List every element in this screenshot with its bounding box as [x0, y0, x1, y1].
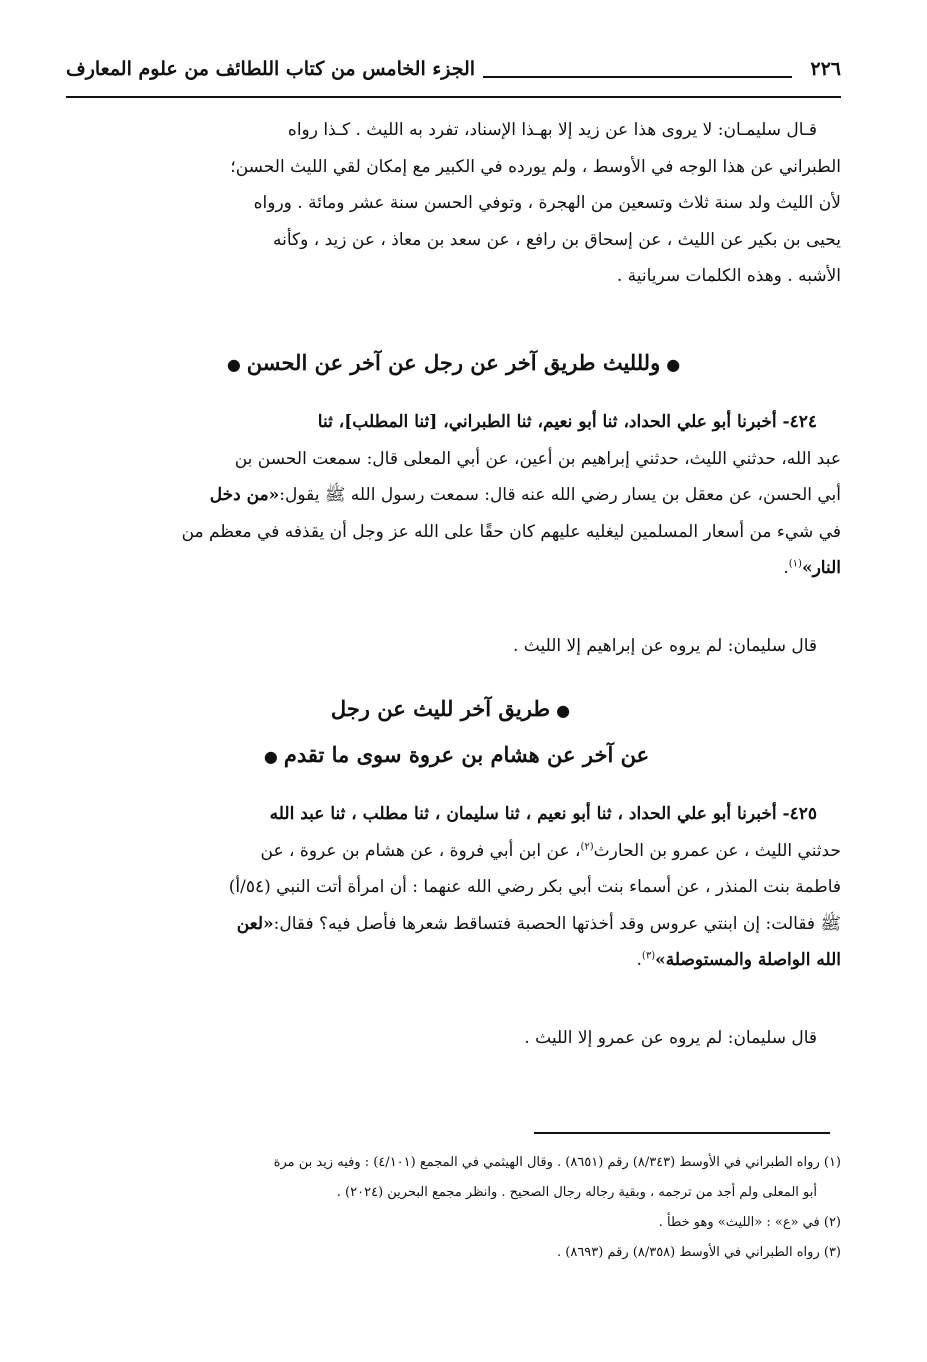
text-line: حدثني الليث ، عن عمرو بن الحارث$^{(٢)}$، عن ابن أبي فروة ، عن هشام بن عروة ، عن: [260, 840, 841, 861]
section-heading-cont: [66, 742, 841, 767]
note-line: [66, 628, 841, 665]
bullet-icon: ●: [263, 747, 278, 766]
footnote-ref: (٣): [641, 950, 656, 962]
text-line: ٤٢٥- أخبرنا أبو علي الحداد ، ثنا أبو نعيم ، ثنا سليمان ، ثنا مطلب ، ثنا عبد الله: [269, 804, 817, 824]
footnote-rule: [534, 1132, 830, 1134]
running-header: [66, 58, 841, 88]
text-line: ٤٢٤- أخبرنا أبو علي الحداد، ثنا أبو نعيم، ثنا الطبراني، [ثنا المطلب]، ثنا: [317, 412, 817, 432]
heading-text: وللليث طريق آخر عن رجل عن آخر عن الحسن: [246, 350, 661, 375]
header-title: الجزء الخامس من كتاب اللطائف من علوم المعارف: [66, 58, 476, 80]
text-line: في شيء من أسعار المسلمين ليغليه عليهم كان حقًا على الله عز وجل أن يقذفه في معظم من: [181, 521, 841, 542]
text-line: يحيى بن بكير عن الليث ، عن إسحاق بن رافع ، عن سعد بن معاذ ، عن زيد ، وكأنه: [273, 229, 841, 250]
text-line: الله الواصلة والمستوصلة»$^{(٣)}$.: [636, 950, 841, 970]
hadith-number: ٤٢٥: [789, 804, 817, 824]
heading-text: طريق آخر لليث عن رجل: [330, 696, 551, 721]
footnote-1-cont: أبو المعلى ولم أجد من ترجمه ، وبقية رجاله رجال الصحيح . وانظر مجمع البحرين (٢٠٢٤) .: [336, 1185, 817, 1200]
text-line: فاطمة بنت المنذر ، عن أسماء بنت أبي بكر رضي الله عنهما : أن امرأة أتت النبي (٥٤/أ): [228, 877, 841, 897]
paragraph-intro: [66, 112, 841, 295]
text-line: أبي الحسن، عن معقل بن يسار رضي الله عنه قال: سمعت رسول الله ﷺ يقول:«من دخل: [209, 485, 841, 505]
footnote-ref: (١): [788, 558, 802, 570]
bullet-icon: ●: [226, 355, 241, 374]
text-line: الأشبه . وهذه الكلمات سريانية .: [616, 266, 841, 286]
text-line: قـال سليمـان: لا يروى هذا عن زيد إلا بهـذا الإسناد، تفرد به الليث . كـذا رواه: [287, 120, 817, 140]
text-line: لأن الليث ولد سنة ثلاث وتسعين من الهجرة ، وتوفي الحسن سنة عشر ومائة . ورواه: [253, 193, 841, 213]
hadith-425: [66, 796, 841, 979]
hadith-424: [66, 404, 841, 587]
bullet-icon: ●: [666, 355, 681, 374]
footnote-1: (١) رواه الطبراني في الأوسط (٨/٣٤٣) رقم (٨٦٥١) . وقال الهيثمي في المجمع (٤/١٠١) : وفيه زيد بن مرة: [273, 1155, 841, 1170]
footnote-ref: (٢): [580, 840, 594, 852]
header-underline: [66, 96, 841, 98]
text-line: عبد الله، حدثني الليث، حدثني إبراهيم بن أعين، عن أبي المعلى قال: سمعت الحسن بن: [234, 448, 841, 469]
bullet-icon: ●: [556, 701, 571, 720]
header-rule: [483, 76, 792, 78]
text-line: ﷺ فقالت: إن ابنتي عروس وقد أخذتها الحصبة فتساقط شعرها فأصل فيه؟ فقال:«لعن: [236, 913, 841, 934]
text-line: الطبراني عن هذا الوجه في الأوسط ، ولم يورده في الكبير مع إمكان لقي الليث الحسن؛: [230, 156, 841, 177]
note-line: [66, 1020, 841, 1057]
footnote-3: (٣) رواه الطبراني في الأوسط (٨/٣٥٨) رقم (٨٦٩٣) .: [557, 1245, 841, 1260]
footnote-2: (٢) في «ع» : «الليث» وهو خطأ .: [658, 1215, 841, 1230]
heading-text: عن آخر عن هشام بن عروة سوى ما تقدم: [283, 742, 650, 767]
hadith-number: ٤٢٤: [789, 412, 817, 432]
note-text: قال سليمان: لم يروه عن عمرو إلا الليث .: [524, 1028, 817, 1048]
page-number: ٢٢٦: [810, 58, 841, 80]
section-heading: [66, 350, 841, 375]
note-text: قال سليمان: لم يروه عن إبراهيم إلا الليث .: [512, 636, 817, 656]
text-line: النار»$^{(١)}$.: [783, 558, 841, 578]
section-heading: [66, 696, 841, 721]
